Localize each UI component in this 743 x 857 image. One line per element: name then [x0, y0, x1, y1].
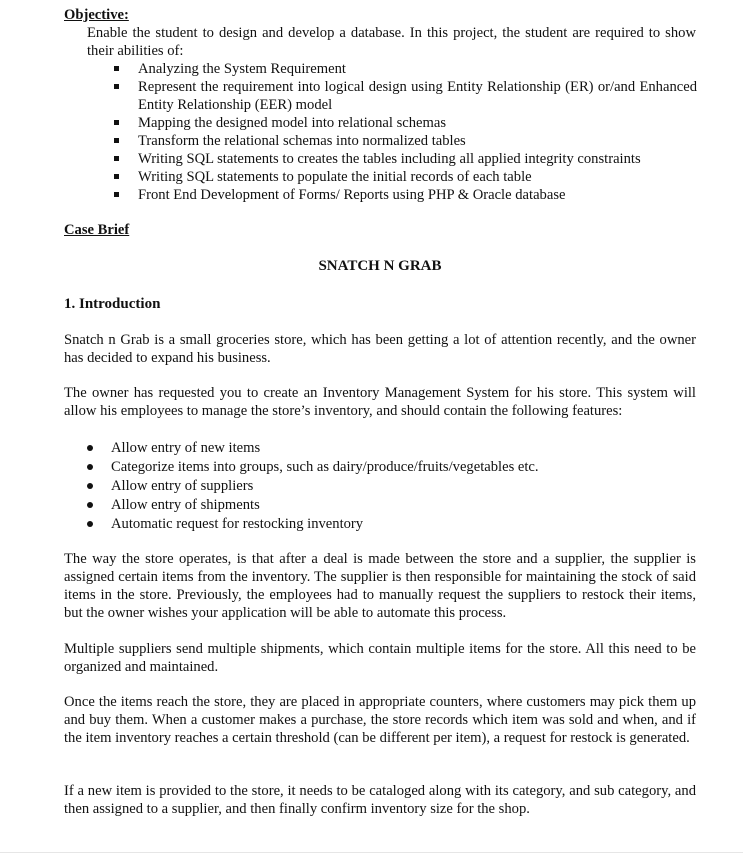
intro-paragraph-6: If a new item is provided to the store, it needs to be cataloged along with its category, and sub category, and then assigned to a supplier, and then finally confirm inventory size for the shop.	[64, 783, 696, 817]
bullet-icon	[87, 445, 93, 451]
objective-item: Writing SQL statements to populate the initial records of each table	[114, 168, 697, 186]
bullet-icon	[87, 502, 93, 508]
intro-paragraph-5: Once the items reach the store, they are placed in appropriate counters, where customers may pick them up and buy them. When a customer makes a purchase, the store records which item was sold and when, and if the item inventory reaches a certain threshold (can be different per item), a request for restock is generated.	[64, 694, 696, 746]
document-title: SNATCH N GRAB	[318, 258, 442, 274]
square-bullet-icon	[114, 138, 119, 143]
square-bullet-icon	[114, 156, 119, 161]
objective-item: Writing SQL statements to creates the tables including all applied integrity constraints	[114, 150, 697, 168]
objective-list	[114, 60, 697, 204]
objective-intro: Enable the student to design and develop a database. In this project, the student are required to show their abilities of:	[87, 25, 696, 59]
case-brief-heading: Case Brief	[64, 222, 130, 238]
feature-item: Automatic request for restocking inventory	[86, 515, 686, 534]
feature-item: Allow entry of suppliers	[86, 477, 686, 496]
page-bottom-divider	[0, 852, 743, 853]
square-bullet-icon	[114, 120, 119, 125]
square-bullet-icon	[114, 84, 119, 89]
feature-item: Categorize items into groups, such as dairy/produce/fruits/vegetables etc.	[86, 458, 686, 477]
feature-item: Allow entry of new items	[86, 439, 686, 458]
objective-item: Analyzing the System Requirement	[114, 60, 697, 78]
square-bullet-icon	[114, 192, 119, 197]
intro-paragraph-2: The owner has requested you to create an Inventory Management System for his store. This system will allow his employees to manage the store’s inventory, and should contain the following features:	[64, 385, 696, 419]
feature-item: Allow entry of shipments	[86, 496, 686, 515]
objective-item: Represent the requirement into logical design using Entity Relationship (ER) or/and Enhanced Entity Relationship (EER) model	[114, 78, 697, 114]
intro-paragraph-4: Multiple suppliers send multiple shipments, which contain multiple items for the store. All this need to be organized and maintained.	[64, 641, 696, 675]
square-bullet-icon	[114, 66, 119, 71]
features-list	[86, 439, 686, 534]
square-bullet-icon	[114, 174, 119, 179]
objective-item: Front End Development of Forms/ Reports using PHP & Oracle database	[114, 186, 697, 204]
bullet-icon	[87, 483, 93, 489]
objective-item: Mapping the designed model into relational schemas	[114, 114, 697, 132]
bullet-icon	[87, 521, 93, 527]
introduction-heading: 1. Introduction	[64, 296, 161, 312]
objective-item: Transform the relational schemas into normalized tables	[114, 132, 697, 150]
bullet-icon	[87, 464, 93, 470]
objective-heading: Objective:	[64, 7, 129, 23]
intro-paragraph-1: Snatch n Grab is a small groceries store, which has been getting a lot of attention recently, and the owner has decided to expand his business.	[64, 332, 696, 366]
intro-paragraph-3: The way the store operates, is that after a deal is made between the store and a supplier, the supplier is assigned certain items from the inventory. The supplier is then responsible for maintaining the stock of said items in the store. Previously, the employees had to manually request the suppliers to restock their items, but the owner wishes your application will be able to automate this process.	[64, 551, 696, 621]
